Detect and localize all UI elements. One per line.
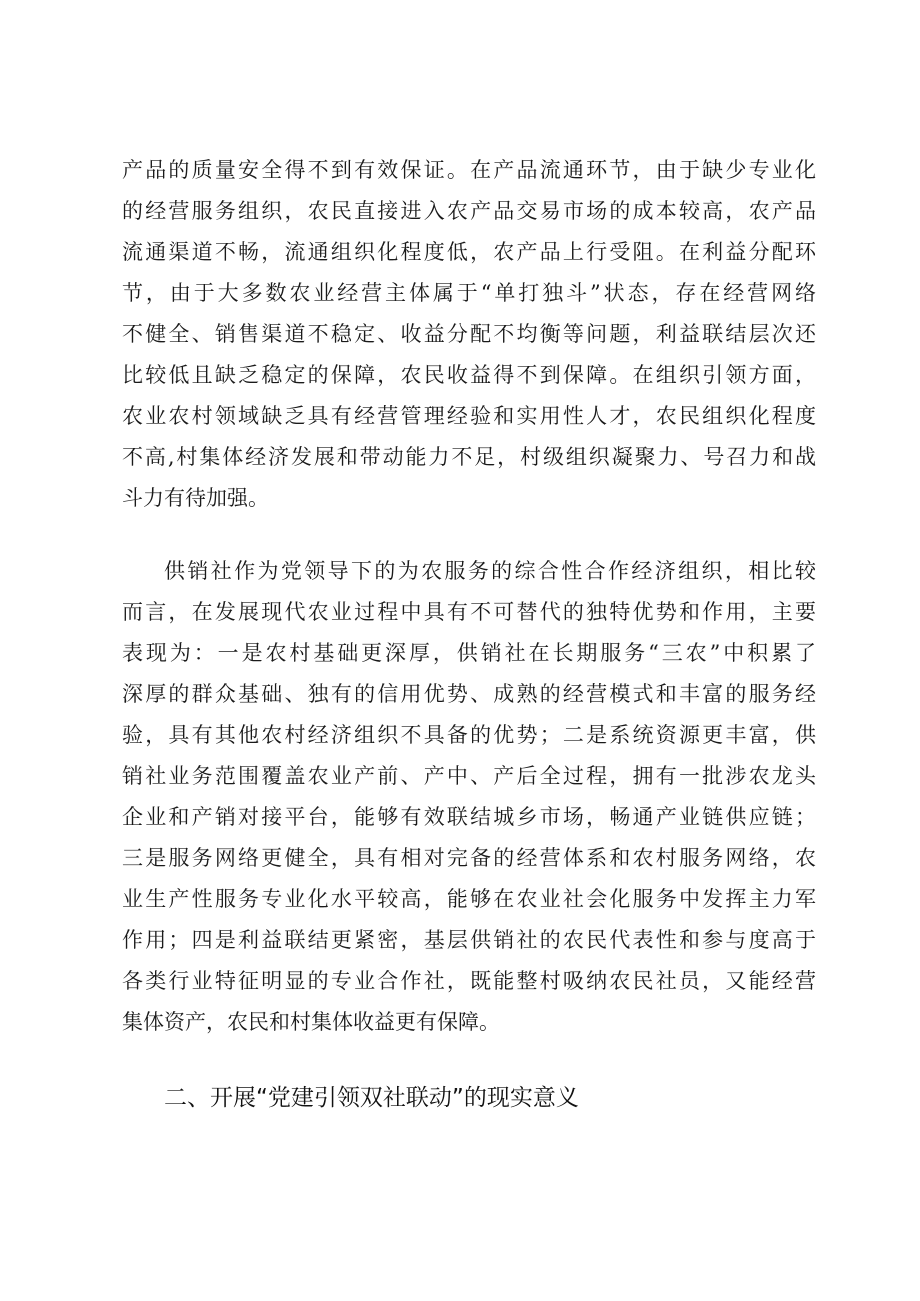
paragraph-line: 销社业务范围覆盖农业产前、产中、产后全过程，拥有一批涉农龙头 <box>122 764 816 788</box>
paragraph-line: 各类行业特征明显的专业合作社，既能整村吸纳农民社员，又能经营 <box>122 969 816 993</box>
paragraph-line: 产品的质量安全得不到有效保证。在产品流通环节，由于缺少专业化 <box>122 158 816 182</box>
paragraph-line: 验，具有其他农村经济组织不具备的优势；二是系统资源更丰富，供 <box>122 723 816 747</box>
paragraph-line: 集体资产，农民和村集体收益更有保障。 <box>122 1010 500 1034</box>
section-heading: 二、开展“党建引领双社联动”的现实意义 <box>164 1085 579 1111</box>
paragraph-line: 作用；四是利益联结更紧密，基层供销社的农民代表性和参与度高于 <box>122 928 816 952</box>
paragraph-line: 节，由于大多数农业经营主体属于“单打独斗”状态，存在经营网络 <box>122 281 816 305</box>
paragraph-line: 企业和产销对接平台，能够有效联结城乡市场，畅通产业链供应链； <box>122 805 816 829</box>
paragraph-line: 斗力有待加强。 <box>122 486 269 510</box>
paragraph-line: 供销社作为党领导下的为农服务的综合性合作经济组织，相比较 <box>164 559 816 583</box>
paragraph-line: 农业农村领域缺乏具有经营管理经验和实用性人才，农民组织化程度 <box>122 404 816 428</box>
paragraph-line: 三是服务网络更健全，具有相对完备的经营体系和农村服务网络，农 <box>122 846 816 870</box>
paragraph-line: 比较低且缺乏稳定的保障，农民收益得不到保障。在组织引领方面， <box>122 363 816 387</box>
paragraph-line: 而言，在发展现代农业过程中具有不可替代的独特优势和作用，主要 <box>122 600 816 624</box>
paragraph-line: 深厚的群众基础、独有的信用优势、成熟的经营模式和丰富的服务经 <box>122 682 816 706</box>
paragraph-line: 的经营服务组织，农民直接进入农产品交易市场的成本较高，农产品 <box>122 199 816 223</box>
paragraph-line: 表现为：一是农村基础更深厚，供销社在长期服务“三农”中积累了 <box>122 641 816 665</box>
paragraph-line: 业生产性服务专业化水平较高，能够在农业社会化服务中发挥主力军 <box>122 887 816 911</box>
paragraph-line: 不健全、销售渠道不稳定、收益分配不均衡等问题，利益联结层次还 <box>122 322 816 346</box>
paragraph-line: 流通渠道不畅，流通组织化程度低，农产品上行受阻。在利益分配环 <box>122 240 816 264</box>
paragraph-line: 不高,村集体经济发展和带动能力不足，村级组织凝聚力、号召力和战 <box>122 445 816 469</box>
